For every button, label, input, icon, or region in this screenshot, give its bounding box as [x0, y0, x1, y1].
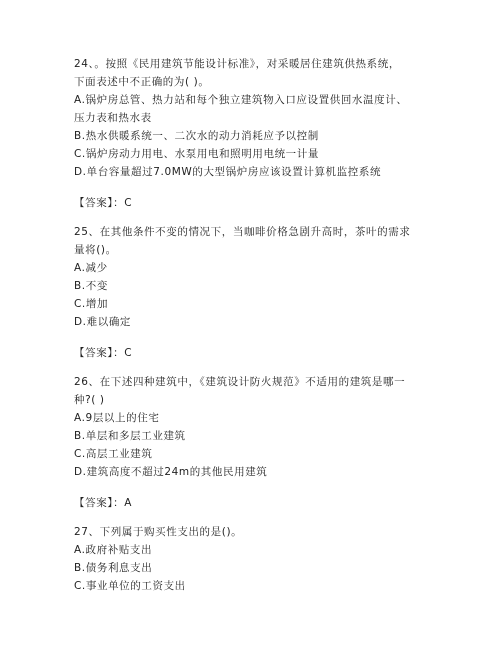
question-25	[74, 225, 434, 364]
option-b: B.不变	[74, 280, 108, 292]
option-c: C.事业单位的工资支出	[74, 580, 186, 592]
question-stem-line: 24、。按照《民用建筑节能设计标准》，对采暖居住建筑供热系统，	[74, 58, 400, 70]
option-a: A.9层以上的住宅	[74, 412, 160, 424]
option-c: C.增加	[74, 298, 109, 310]
option-d: D.单台容量超过7.0MW的大型锅炉房应该设置计算机监控系统	[74, 166, 382, 178]
option-c: C.锅炉房动力用电、水泵用电和照明用电统一计量	[74, 148, 319, 160]
question-stem-line: 种?( )	[74, 394, 105, 406]
document-page	[74, 57, 434, 597]
option-a: A.减少	[74, 262, 108, 274]
option-d: D.难以确定	[74, 316, 132, 328]
answer-label: 【答案】：C	[74, 347, 133, 359]
option-c: C.高层工业建筑	[74, 448, 153, 460]
question-stem-line: 25、在其他条件不变的情况下，当咖啡价格急剧升高时，茶叶的需求	[74, 226, 411, 238]
option-b: B.热水供暖系统一、二次水的动力消耗应予以控制	[74, 130, 319, 142]
answer-label: 【答案】：A	[74, 497, 133, 509]
option-b: B.债务利息支出	[74, 562, 153, 574]
option-d: D.建筑高度不超过24m的其他民用建筑	[74, 466, 268, 478]
option-a-continued: 压力表和热水表	[74, 112, 152, 124]
question-stem-line: 量将()。	[74, 244, 117, 256]
question-27	[74, 525, 434, 597]
answer-label: 【答案】：C	[74, 197, 133, 209]
question-stem-line: 27、下列属于购买性支出的是()。	[74, 526, 243, 538]
option-a: A.锅炉房总管、热力站和每个独立建筑物入口应设置供回水温度计、	[74, 94, 408, 106]
question-26	[74, 375, 434, 514]
question-stem-line: 26、在下述四种建筑中，《建筑设计防火规范》不适用的建筑是哪一	[74, 376, 406, 388]
question-24	[74, 57, 434, 214]
option-a: A.政府补贴支出	[74, 544, 153, 556]
option-b: B.单层和多层工业建筑	[74, 430, 186, 442]
question-stem-line: 下面表述中不正确的为( )。	[74, 76, 210, 88]
